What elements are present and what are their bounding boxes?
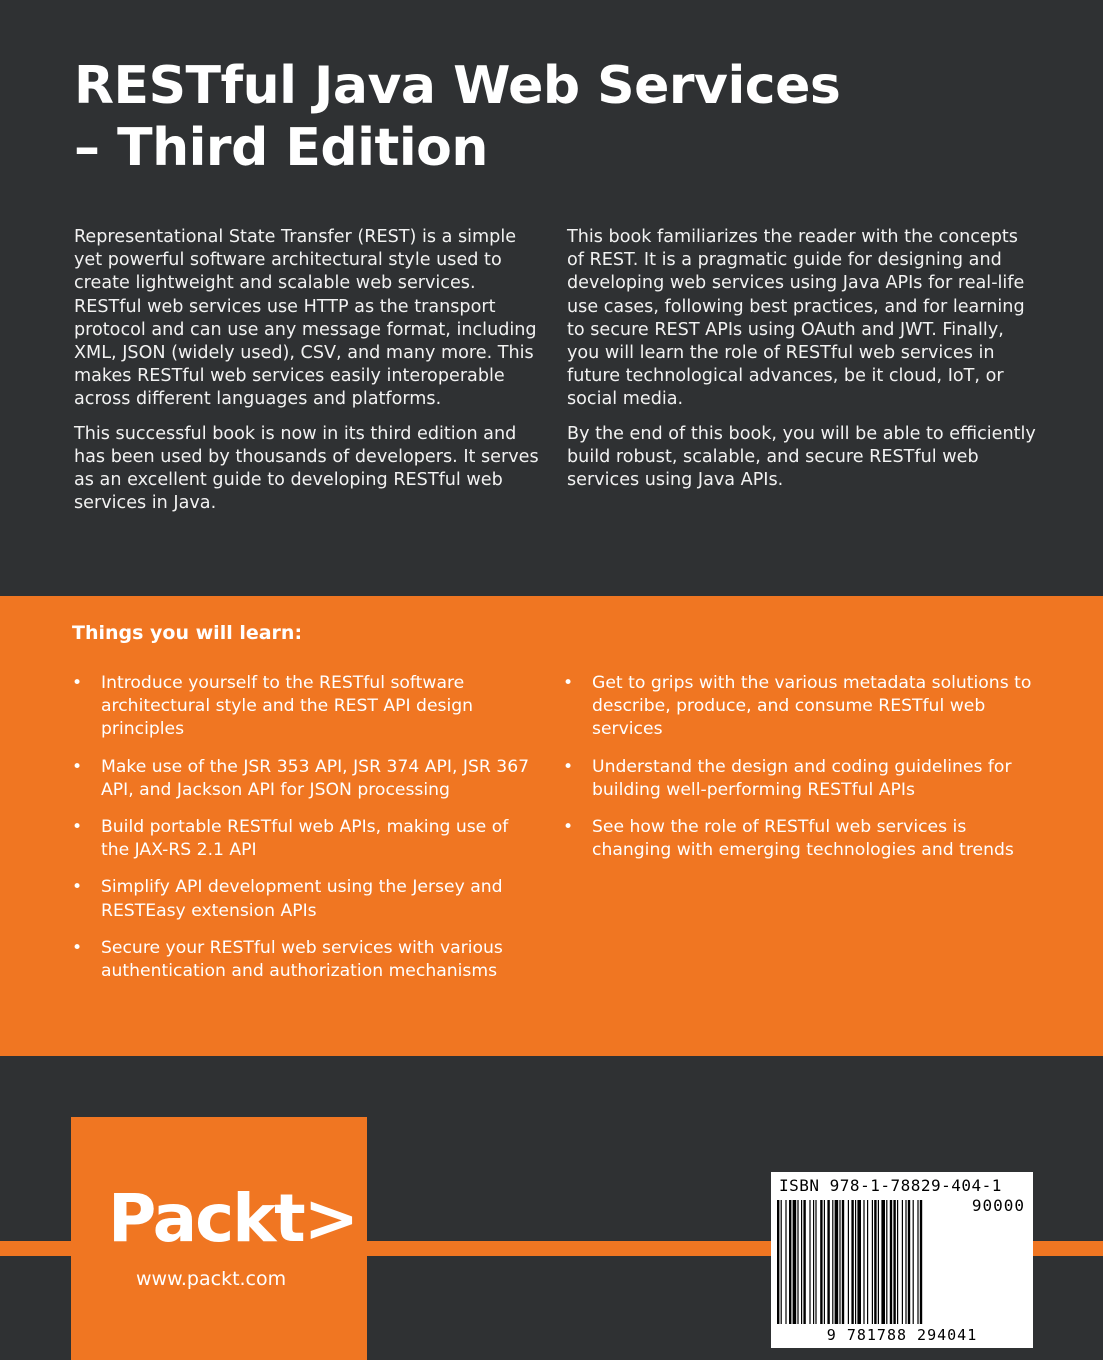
price-code: 90000 bbox=[971, 1196, 1025, 1215]
barcode-bar bbox=[789, 1200, 791, 1324]
learn-item-text: Introduce yourself to the RESTful software architectural style and the REST API design principles bbox=[101, 673, 474, 740]
barcode-bar bbox=[815, 1200, 816, 1324]
intro-right-column bbox=[567, 226, 1037, 503]
learn-item bbox=[563, 816, 1033, 862]
barcode-bars bbox=[777, 1200, 1027, 1324]
learn-list-right bbox=[563, 672, 1033, 876]
bullet-icon: • bbox=[72, 673, 83, 693]
learn-item-text: Make use of the JSR 353 API, JSR 374 API, JSR 367 API, and Jackson API for JSON processing bbox=[101, 756, 530, 800]
barcode-bar bbox=[803, 1200, 805, 1324]
title-line-1: RESTful Java Web Services bbox=[74, 56, 841, 116]
barcode-bar bbox=[863, 1200, 864, 1324]
barcode-digits: 9 781788 294041 bbox=[826, 1326, 978, 1344]
bullet-icon: • bbox=[72, 756, 83, 777]
barcode-bar bbox=[820, 1200, 822, 1324]
intro-paragraph: Representational State Transfer (REST) is a simple yet powerful software architectural style used to create lightweight and scalable web services. RESTful web services use HTTP as the transport protocol and can use any message format, including XML, JSON (widely used), CSV, and many more. This makes RESTful web services easily interoperable across different languages and platforms. bbox=[74, 227, 537, 410]
barcode-bar bbox=[832, 1200, 833, 1324]
bullet-icon: • bbox=[72, 817, 83, 838]
barcode-bar bbox=[851, 1200, 853, 1324]
barcode-bar bbox=[839, 1200, 840, 1324]
barcode-bar bbox=[809, 1200, 810, 1324]
bullet-icon: • bbox=[563, 817, 574, 838]
learn-item bbox=[72, 937, 532, 983]
barcode-bar bbox=[908, 1200, 910, 1324]
barcode-bar bbox=[913, 1200, 914, 1324]
learn-item bbox=[72, 672, 532, 742]
barcode-bar bbox=[872, 1200, 873, 1324]
intro-paragraph: This successful book is now in its third edition and has been used by thousands of developers. It serves as an excellent guide to developing RESTful web services in Java. bbox=[74, 423, 539, 514]
barcode-bar bbox=[848, 1200, 849, 1324]
barcode-bar bbox=[793, 1200, 797, 1324]
barcode-bar bbox=[917, 1200, 918, 1324]
barcode-bar bbox=[881, 1200, 885, 1324]
isbn-number: ISBN 978-1-78829-404-1 bbox=[779, 1176, 1002, 1195]
packt-logo: Packt> bbox=[108, 1180, 358, 1257]
barcode-bar bbox=[857, 1200, 861, 1324]
learn-item-text: Get to grips with the various metadata solutions to describe, produce, and consume RESTful web services bbox=[592, 673, 1032, 740]
isbn-barcode bbox=[771, 1172, 1033, 1348]
learn-heading: Things you will learn: bbox=[72, 622, 303, 644]
learn-item bbox=[72, 876, 532, 922]
learn-item bbox=[563, 756, 1033, 802]
barcode-bar bbox=[855, 1200, 856, 1324]
intro-left-column bbox=[74, 226, 544, 526]
barcode-bar bbox=[878, 1200, 879, 1324]
barcode-bar bbox=[886, 1200, 887, 1324]
barcode-bar bbox=[813, 1200, 814, 1324]
barcode-bar bbox=[824, 1200, 825, 1324]
learn-item bbox=[72, 816, 532, 862]
barcode-bar bbox=[801, 1200, 802, 1324]
learn-item-text: See how the role of RESTful web services is changing with emerging technologies and trends bbox=[592, 817, 1014, 861]
intro-paragraph: By the end of this book, you will be able to efficiently build robust, scalable, and secure RESTful web services using Java APIs. bbox=[567, 423, 1036, 491]
learn-item-text: Simplify API development using the Jersey and RESTEasy extension APIs bbox=[101, 877, 503, 921]
bullet-icon: • bbox=[563, 756, 574, 777]
barcode-bar bbox=[867, 1200, 868, 1324]
barcode-bar bbox=[781, 1200, 782, 1324]
book-title bbox=[74, 55, 1034, 179]
barcode-bar bbox=[874, 1200, 876, 1324]
barcode-bar bbox=[905, 1200, 906, 1324]
bullet-icon: • bbox=[72, 877, 83, 898]
learn-item-text: Understand the design and coding guidelines for building well-performing RESTful APIs bbox=[592, 756, 1012, 800]
learn-list-left bbox=[72, 672, 532, 997]
bullet-icon: • bbox=[563, 673, 574, 693]
learn-item-text: Build portable RESTful web APIs, making use of the JAX-RS 2.1 API bbox=[101, 817, 509, 861]
barcode-bar bbox=[893, 1200, 895, 1324]
barcode-bar bbox=[785, 1200, 786, 1324]
bullet-icon: • bbox=[72, 937, 83, 958]
learn-item bbox=[563, 672, 1033, 742]
publisher-url: www.packt.com bbox=[136, 1268, 287, 1290]
barcode-bar bbox=[835, 1200, 839, 1324]
title-line-2: – Third Edition bbox=[74, 118, 488, 178]
barcode-bar bbox=[920, 1200, 922, 1324]
barcode-bar bbox=[827, 1200, 829, 1324]
barcode-bar bbox=[777, 1200, 779, 1324]
barcode-bar bbox=[842, 1200, 844, 1324]
barcode-bar bbox=[902, 1200, 903, 1324]
barcode-bar bbox=[890, 1200, 892, 1324]
barcode-bar bbox=[897, 1200, 898, 1324]
barcode-bar bbox=[797, 1200, 798, 1324]
learn-item bbox=[72, 756, 532, 802]
intro-paragraph: This book familiarizes the reader with the concepts of REST. It is a pragmatic guide for designing and developing web services using Java APIs for real-life use cases, following best practices, and for learning to secure REST APIs using OAuth and JWT. Finally, you will learn the role of RESTful web services in future technological advances, be it cloud, IoT, or social media. bbox=[567, 227, 1025, 410]
learn-item-text: Secure your RESTful web services with various authentication and authorization mechanisms bbox=[101, 937, 503, 982]
